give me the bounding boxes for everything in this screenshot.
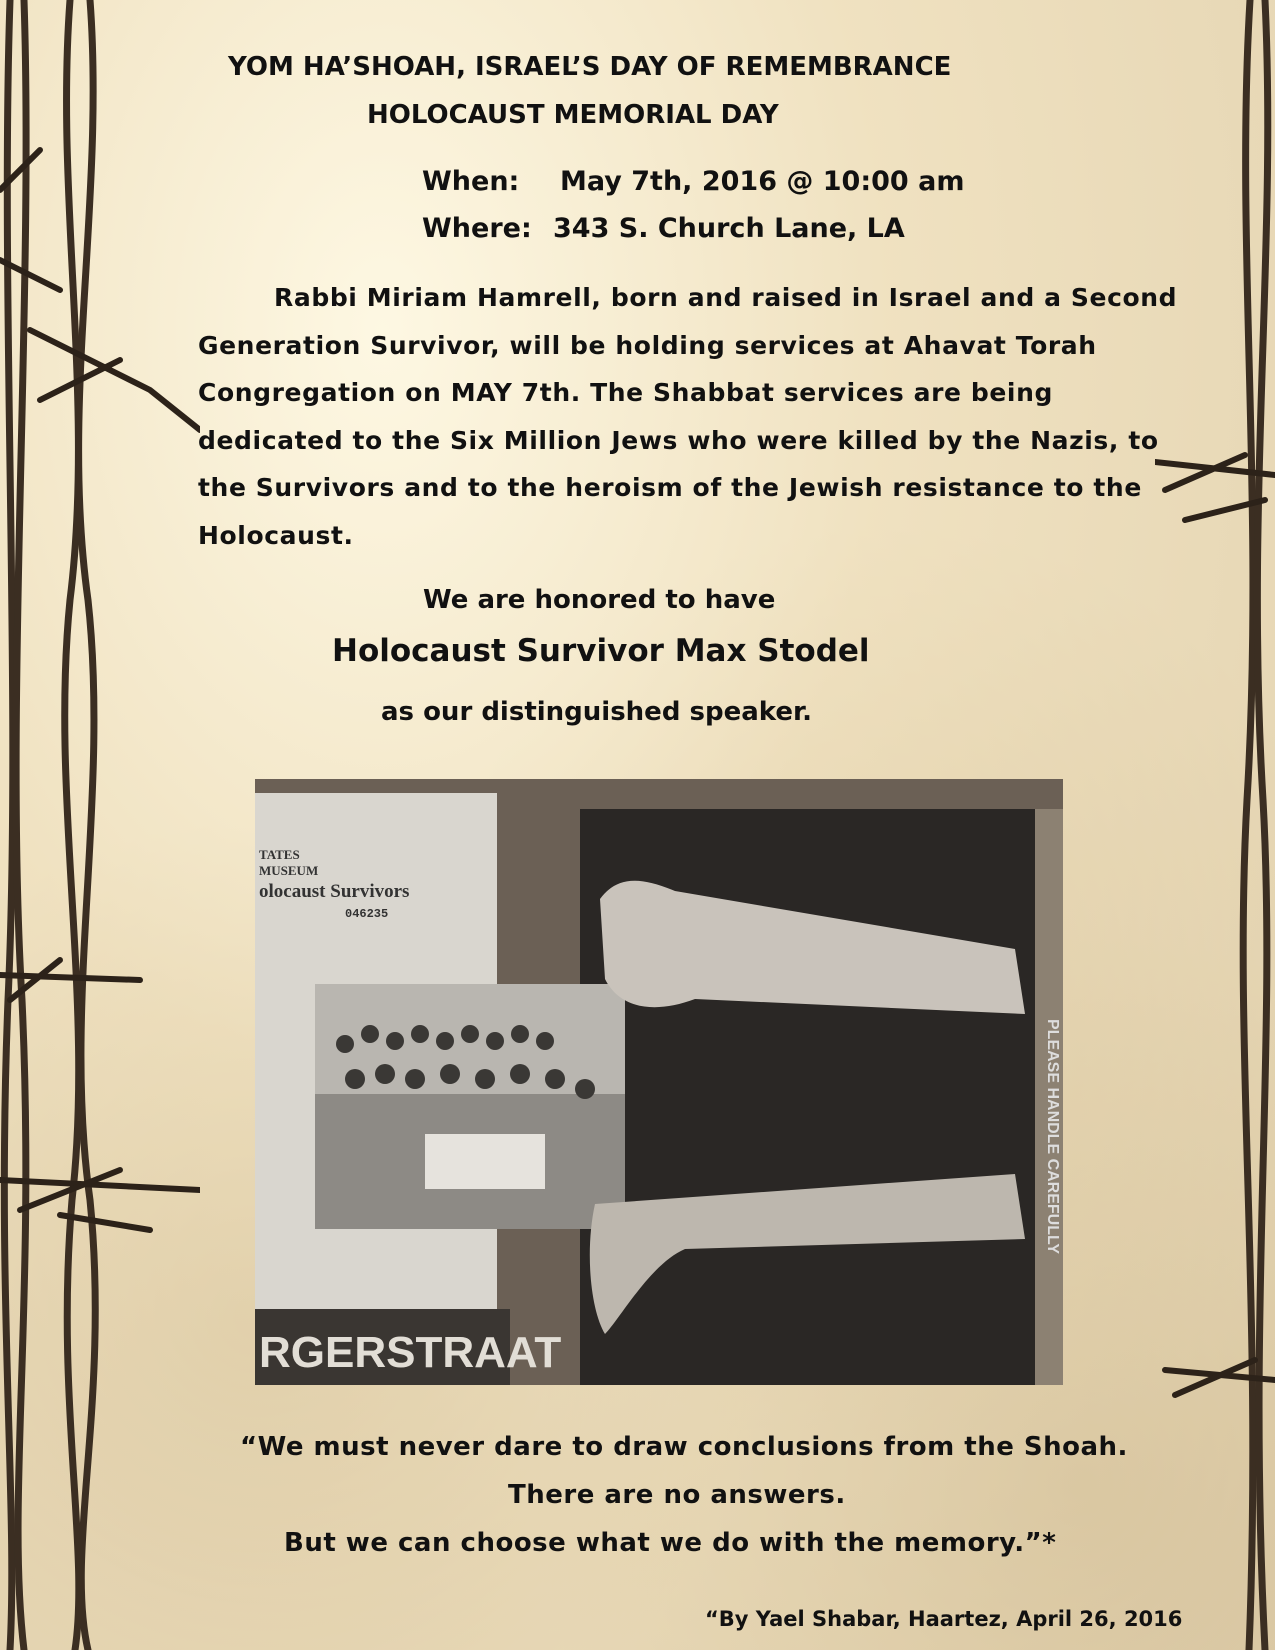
doc-number: 046235 — [345, 907, 389, 921]
doc-line-1: TATES — [259, 847, 300, 862]
quote-line-1: “We must never dare to draw conclusions from the Shoah. — [240, 1432, 1128, 1462]
where-value: 343 S. Church Lane, LA — [553, 213, 905, 244]
speaker-intro: We are honored to have — [423, 585, 776, 615]
doc-line-3: olocaust Survivors — [259, 881, 410, 902]
speaker-outro: as our distinguished speaker. — [381, 697, 812, 727]
title-line-2: HOLOCAUST MEMORIAL DAY — [367, 100, 779, 130]
barbed-wire-right — [1155, 0, 1275, 1650]
quote-line-3: But we can choose what we do with the memory.”* — [284, 1528, 1057, 1558]
title-line-1: YOM HA’SHOAH, ISRAEL’S DAY OF REMEMBRANCE — [228, 52, 952, 82]
service-description: Rabbi Miriam Hamrell, born and raised in Israel and a Second Generation Survivor, will be holding services at Ahavat Torah Congregation on MAY 7th. The Shabbat services are being dedicated to the Six Million Jews who were killed by the Nazis, to the Survivors and to the heroism of the Jewish resistance to the Holocaust. — [198, 283, 1178, 550]
barbed-wire-left — [0, 0, 200, 1650]
where-label: Where: — [422, 213, 532, 244]
quote-line-2: There are no answers. — [508, 1480, 846, 1510]
speaker-name: Holocaust Survivor Max Stodel — [332, 633, 870, 669]
when-value: May 7th, 2016 @ 10:00 am — [560, 166, 965, 197]
doc-line-2: MUSEUM — [259, 863, 319, 878]
handle-carefully-text: PLEASE HANDLE CAREFULLY — [1044, 1019, 1061, 1254]
quote-credit: “By Yael Shabar, Haartez, April 26, 2016 — [705, 1607, 1183, 1631]
collage-image — [255, 779, 1063, 1385]
when-label: When: — [422, 166, 520, 197]
holocaust-collage-photo — [255, 779, 1063, 1385]
street-name-text: RGERSTRAAT — [259, 1328, 562, 1377]
